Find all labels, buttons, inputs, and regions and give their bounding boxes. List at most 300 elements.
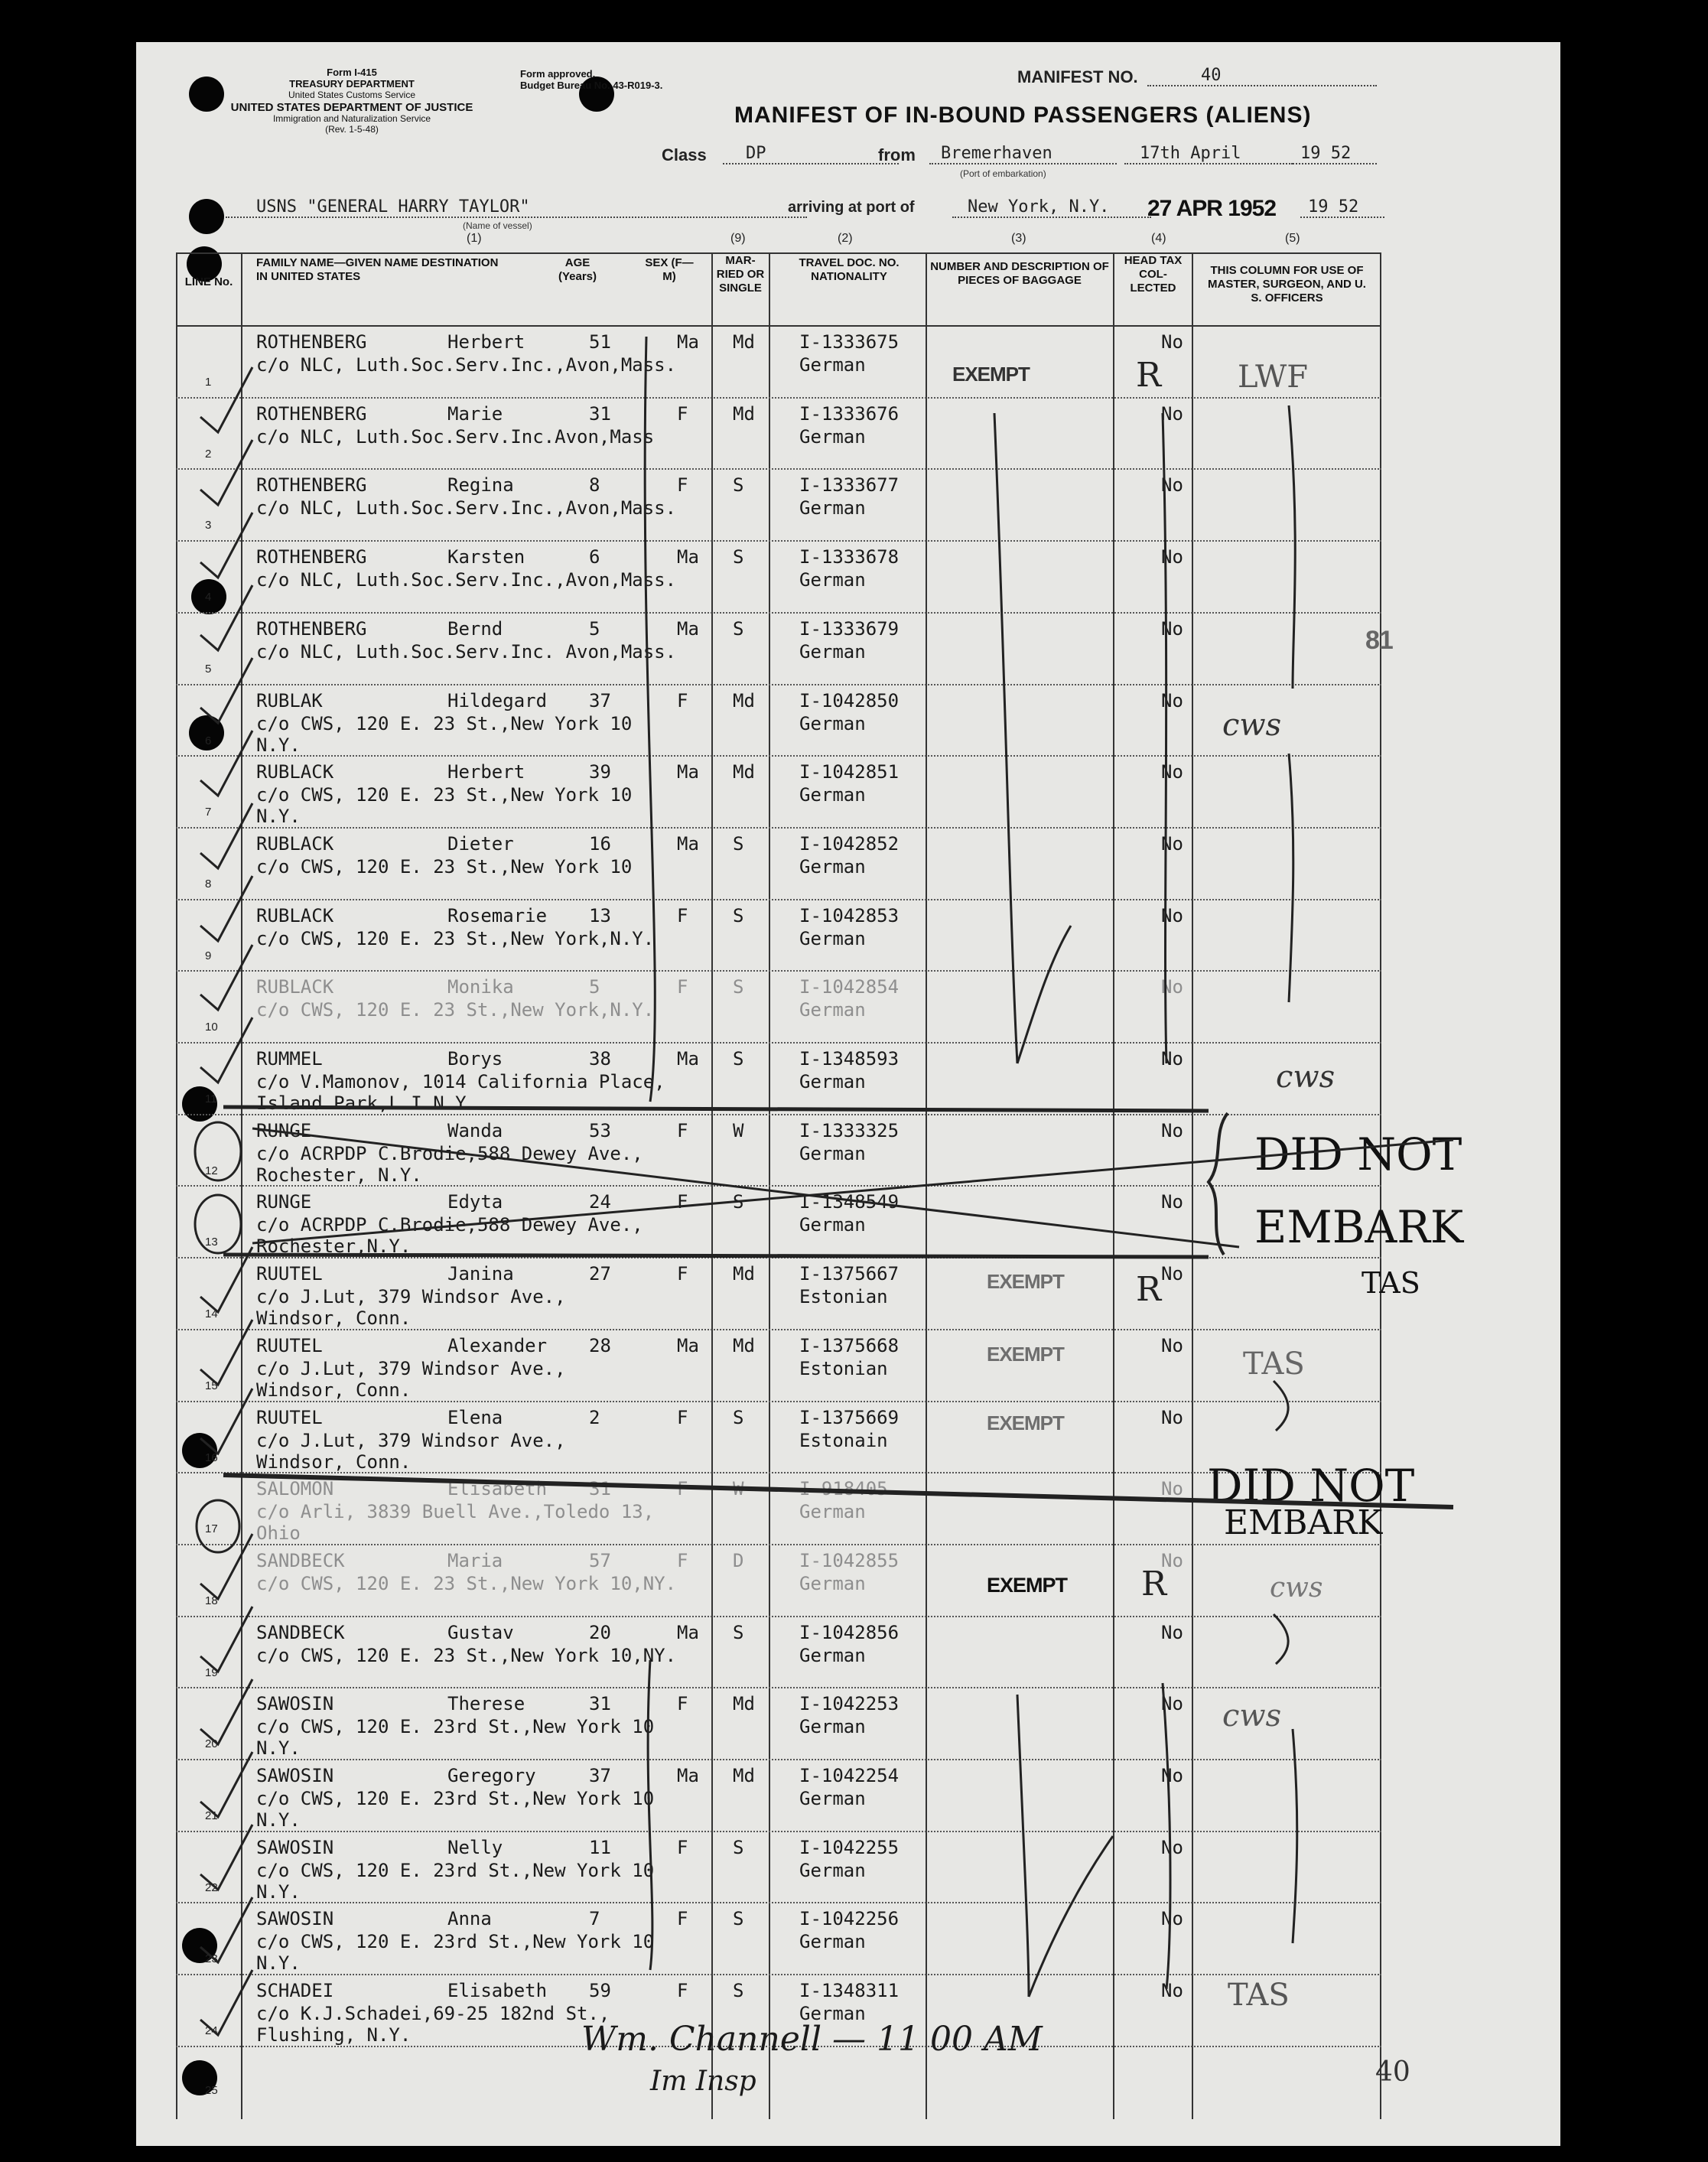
annotation-r: R bbox=[1136, 1270, 1162, 1309]
given-name: Wanda bbox=[447, 1119, 503, 1141]
line-number: 11 bbox=[205, 1092, 217, 1105]
exempt-stamp: EXEMPT bbox=[987, 1343, 1064, 1366]
line-number: 3 bbox=[205, 519, 212, 532]
travel-doc-no: I-1348593 bbox=[799, 1048, 900, 1070]
check-mark bbox=[200, 367, 252, 432]
line-number: 13 bbox=[205, 1236, 218, 1249]
given-name: Nelly bbox=[447, 1836, 503, 1858]
destination-line-1: c/o CWS, 120 E. 23 St.,New York 10 bbox=[256, 855, 633, 877]
annotation-cws: cws bbox=[1270, 1572, 1323, 1604]
header-sex: SEX (F—M) bbox=[645, 256, 694, 283]
head-tax: No bbox=[1161, 1119, 1183, 1141]
nationality: German bbox=[799, 1931, 866, 1953]
given-name: Alexander bbox=[447, 1334, 548, 1356]
squiggle bbox=[1274, 1381, 1288, 1431]
family-name: SAWOSIN bbox=[256, 1836, 334, 1858]
family-name: SAWOSIN bbox=[256, 1765, 334, 1786]
check-mark bbox=[1017, 926, 1071, 1063]
travel-doc-no: I-1042853 bbox=[799, 904, 900, 926]
given-name: Monika bbox=[447, 976, 514, 998]
head-tax: No bbox=[1161, 1549, 1183, 1571]
nationality: German bbox=[799, 497, 866, 519]
destination-line-2: Ohio bbox=[256, 1522, 301, 1545]
arriving-label: arriving at port of bbox=[788, 199, 915, 216]
header-travel-doc: TRAVEL DOC. NO. NATIONALITY bbox=[799, 256, 900, 283]
marital-status: S bbox=[733, 832, 744, 855]
nationality: German bbox=[799, 1644, 866, 1666]
destination-line-2: Rochester, N.Y. bbox=[256, 1164, 422, 1186]
given-name: Karsten bbox=[447, 546, 525, 568]
head-tax: No bbox=[1161, 1406, 1183, 1428]
marital-status: S bbox=[733, 617, 744, 640]
head-tax: No bbox=[1161, 1908, 1183, 1930]
manifest-no-label: MANIFEST NO. bbox=[1017, 67, 1138, 86]
manifest-no-value: 40 bbox=[1147, 66, 1377, 86]
travel-doc-no: I-918405 bbox=[799, 1478, 888, 1500]
check-mark bbox=[200, 1897, 252, 1962]
travel-doc-no: I-1333678 bbox=[799, 546, 900, 568]
ditto-line bbox=[648, 1660, 652, 1970]
ditto-line bbox=[645, 337, 655, 1102]
destination-line-1: c/o V.Mamonov, 1014 California Place, bbox=[256, 1071, 665, 1092]
check-mark bbox=[200, 876, 252, 941]
circle-mark bbox=[195, 1195, 241, 1253]
column-number: (2) bbox=[838, 232, 853, 245]
age: 31 bbox=[589, 1478, 611, 1500]
head-tax: No bbox=[1161, 546, 1183, 568]
given-name: Regina bbox=[447, 474, 514, 497]
given-name: Borys bbox=[447, 1048, 503, 1070]
given-name: Marie bbox=[447, 402, 503, 425]
check-mark bbox=[200, 440, 252, 505]
brace bbox=[1209, 1113, 1228, 1255]
head-tax: No bbox=[1161, 1980, 1183, 2002]
head-tax: No bbox=[1161, 331, 1183, 353]
header-line-no: LINE No. bbox=[184, 275, 233, 288]
age: 7 bbox=[589, 1908, 600, 1930]
destination-line-1: c/o CWS, 120 E. 23 St.,New York 10 bbox=[256, 712, 633, 734]
marital-status: S bbox=[733, 474, 744, 497]
head-tax: No bbox=[1161, 976, 1183, 998]
given-name: Rosemarie bbox=[447, 904, 548, 926]
line-number: 18 bbox=[205, 1594, 218, 1607]
arrival-date-stamp: 27 APR 1952 bbox=[1147, 196, 1277, 221]
check-mark bbox=[200, 658, 252, 723]
header-head-tax: HEAD TAX COL-LECTED bbox=[1124, 254, 1183, 295]
head-tax: No bbox=[1161, 1334, 1183, 1356]
age: 11 bbox=[589, 1836, 611, 1858]
form-approved: Form approved. bbox=[520, 68, 596, 80]
age: 59 bbox=[589, 1980, 611, 2002]
head-tax: No bbox=[1161, 832, 1183, 855]
exempt-stamp: EXEMPT bbox=[987, 1270, 1064, 1293]
ditto-line bbox=[1289, 754, 1293, 1002]
destination-line-1: c/o CWS, 120 E. 23rd St.,New York 10 bbox=[256, 1931, 655, 1953]
page-title: MANIFEST OF IN-BOUND PASSENGERS (ALIENS) bbox=[734, 103, 1312, 128]
destination-line-1: c/o J.Lut, 379 Windsor Ave., bbox=[256, 1429, 566, 1451]
header-age: AGE (Years) bbox=[558, 256, 597, 283]
travel-doc-no: I-1042256 bbox=[799, 1908, 900, 1930]
sex: F bbox=[677, 1406, 688, 1428]
annotation-cws: cws bbox=[1222, 708, 1282, 743]
sex: Ma bbox=[677, 1334, 699, 1356]
given-name: Edyta bbox=[447, 1191, 503, 1213]
destination-line-1: c/o K.J.Schadei,69-25 182nd St., bbox=[256, 2003, 610, 2025]
from-label: from bbox=[878, 145, 916, 164]
nationality: German bbox=[799, 640, 866, 663]
family-name: RUMMEL bbox=[256, 1048, 323, 1070]
exempt-stamp: EXEMPT bbox=[987, 1411, 1064, 1434]
head-tax: No bbox=[1161, 904, 1183, 926]
ditto-line bbox=[1163, 1683, 1170, 1989]
inspector-title: Im Insp bbox=[650, 2066, 756, 2097]
travel-doc-no: I-1333675 bbox=[799, 331, 900, 353]
travel-doc-no: I-1042254 bbox=[799, 1765, 900, 1786]
head-tax: No bbox=[1161, 474, 1183, 497]
family-name: RUUTEL bbox=[256, 1263, 323, 1285]
check-mark bbox=[200, 1970, 252, 2038]
given-name: Gustav bbox=[447, 1621, 514, 1643]
sex: Ma bbox=[677, 617, 699, 640]
cross-line bbox=[252, 1140, 1453, 1243]
ditto-line bbox=[1017, 1695, 1029, 1997]
inspector-signature: Wm. Channell — 11 00 AM bbox=[581, 2020, 1043, 2059]
travel-doc-no: I-1375667 bbox=[799, 1263, 900, 1285]
given-name: Janina bbox=[447, 1263, 514, 1285]
nationality: German bbox=[799, 354, 866, 376]
nationality: Estonian bbox=[799, 1357, 888, 1379]
column-number: (9) bbox=[730, 232, 746, 245]
annotation-did-not: DID NOT bbox=[1254, 1128, 1462, 1180]
check-mark bbox=[200, 1825, 252, 1890]
page-total: 40 bbox=[1375, 2056, 1410, 2088]
vessel-name: USNS "GENERAL HARRY TAYLOR" bbox=[226, 197, 807, 218]
check-mark bbox=[200, 1320, 252, 1385]
family-name: ROTHENBERG bbox=[256, 617, 367, 640]
age: 37 bbox=[589, 689, 611, 711]
family-name: RUNGE bbox=[256, 1191, 312, 1213]
marital-status: D bbox=[733, 1549, 744, 1571]
given-name: Herbert bbox=[447, 761, 525, 783]
marital-status: S bbox=[733, 1048, 744, 1070]
form-revision: (Rev. 1-5-48) bbox=[325, 123, 379, 135]
destination-line-2: N.Y. bbox=[256, 806, 301, 828]
destination-line-1: c/o NLC, Luth.Soc.Serv.Inc. Avon,Mass. bbox=[256, 640, 677, 663]
sex: F bbox=[677, 1908, 688, 1930]
ditto-line bbox=[1163, 413, 1166, 1063]
line-number: 15 bbox=[205, 1379, 218, 1392]
destination-line-2: Island Park,L.I.N.Y. bbox=[256, 1092, 477, 1114]
head-tax: No bbox=[1161, 617, 1183, 640]
line-number: 24 bbox=[205, 2024, 218, 2038]
travel-doc-no: I-1042253 bbox=[799, 1693, 900, 1715]
head-tax: No bbox=[1161, 1048, 1183, 1070]
squiggle bbox=[1274, 1614, 1288, 1664]
sex: Ma bbox=[677, 1048, 699, 1070]
travel-doc-no: I-1348549 bbox=[799, 1191, 900, 1213]
given-name: Bernd bbox=[447, 617, 503, 640]
column-number: (3) bbox=[1011, 232, 1026, 245]
destination-line-2: N.Y. bbox=[256, 1952, 301, 1975]
marital-status: W bbox=[733, 1119, 744, 1141]
family-name: ROTHENBERG bbox=[256, 402, 367, 425]
age: 27 bbox=[589, 1263, 611, 1285]
nationality: German bbox=[799, 1859, 866, 1881]
marital-status: Md bbox=[733, 1334, 755, 1356]
sex: F bbox=[677, 1119, 688, 1141]
arrival-year: 19 52 bbox=[1300, 197, 1384, 218]
travel-doc-no: I-1333325 bbox=[799, 1119, 900, 1141]
age: 57 bbox=[589, 1549, 611, 1571]
departure-year: 19 52 bbox=[1293, 144, 1377, 164]
check-mark bbox=[200, 513, 252, 578]
marital-status: Md bbox=[733, 331, 755, 353]
nationality: German bbox=[799, 1501, 866, 1523]
sex: F bbox=[677, 474, 688, 497]
check-mark bbox=[200, 945, 252, 1010]
destination-line-2: Windsor, Conn. bbox=[256, 1451, 412, 1473]
nationality: German bbox=[799, 425, 866, 448]
line-number: 8 bbox=[205, 877, 212, 891]
destination-line-1: c/o CWS, 120 E. 23rd St.,New York 10 bbox=[256, 1716, 655, 1738]
strike-line-row-17 bbox=[223, 1475, 1453, 1507]
line-number: 20 bbox=[205, 1737, 218, 1751]
marital-status: Md bbox=[733, 1765, 755, 1786]
sex: F bbox=[677, 1549, 688, 1571]
sex: Ma bbox=[677, 331, 699, 353]
marital-status: S bbox=[733, 1980, 744, 2002]
family-name: SAWOSIN bbox=[256, 1908, 334, 1930]
head-tax: No bbox=[1161, 1836, 1183, 1858]
header-name: FAMILY NAME—GIVEN NAME DESTINATION IN UNITED STATES bbox=[256, 256, 499, 283]
destination-line-1: c/o CWS, 120 E. 23 St.,New York 10 bbox=[256, 784, 633, 806]
check-mark bbox=[200, 1018, 252, 1083]
line-number: 25 bbox=[205, 2083, 218, 2097]
nationality: German bbox=[799, 1716, 866, 1738]
given-name: Maria bbox=[447, 1549, 503, 1571]
treasury-department: TREASURY DEPARTMENT bbox=[289, 77, 415, 90]
nationality: German bbox=[799, 712, 866, 734]
age: 5 bbox=[589, 976, 600, 998]
form-number: Form I-415 bbox=[327, 67, 377, 78]
age: 39 bbox=[589, 761, 611, 783]
ditto-line bbox=[994, 413, 1017, 1063]
header-married: MAR-RIED OR SINGLE bbox=[716, 254, 765, 295]
line-number: 19 bbox=[205, 1665, 218, 1679]
marital-status: S bbox=[733, 546, 744, 568]
nationality: German bbox=[799, 1788, 866, 1809]
destination-line-1: c/o CWS, 120 E. 23rd St.,New York 10 bbox=[256, 1788, 655, 1809]
check-mark bbox=[1029, 1836, 1113, 1997]
age: 2 bbox=[589, 1406, 600, 1428]
travel-doc-no: I-1333677 bbox=[799, 474, 900, 497]
sex: Ma bbox=[677, 1765, 699, 1786]
annotation-cws: cws bbox=[1276, 1060, 1335, 1095]
sex: Ma bbox=[677, 832, 699, 855]
destination-line-1: c/o ACRPDP C.Brodie,588 Dewey Ave., bbox=[256, 1214, 643, 1236]
marital-status: Md bbox=[733, 402, 755, 425]
age: 5 bbox=[589, 617, 600, 640]
family-name: ROTHENBERG bbox=[256, 474, 367, 497]
annotation-cws: cws bbox=[1222, 1698, 1282, 1734]
line-number: 4 bbox=[205, 591, 212, 604]
cross-line bbox=[252, 1128, 1239, 1247]
family-name: RUBLACK bbox=[256, 761, 334, 783]
head-tax: No bbox=[1161, 1693, 1183, 1715]
age: 28 bbox=[589, 1334, 611, 1356]
given-name: Therese bbox=[447, 1693, 525, 1715]
check-mark bbox=[200, 1389, 252, 1454]
destination-line-2: N.Y. bbox=[256, 1880, 301, 1903]
nationality: German bbox=[799, 2003, 866, 2025]
nationality: German bbox=[799, 1214, 866, 1236]
age: 24 bbox=[589, 1191, 611, 1213]
age: 8 bbox=[589, 474, 600, 497]
destination-line-1: c/o CWS, 120 E. 23rd St.,New York 10 bbox=[256, 1859, 655, 1881]
line-number: 12 bbox=[205, 1164, 218, 1177]
head-tax: No bbox=[1161, 761, 1183, 783]
ditto-line bbox=[1293, 1729, 1297, 1943]
given-name: Elisabeth bbox=[447, 1478, 548, 1500]
head-tax: No bbox=[1161, 689, 1183, 711]
immigration-service: Immigration and Naturalization Service bbox=[272, 112, 431, 124]
line-number: 9 bbox=[205, 949, 212, 962]
circle-mark bbox=[195, 1122, 241, 1180]
marital-status: Md bbox=[733, 1263, 755, 1285]
check-mark bbox=[200, 803, 252, 868]
sex: F bbox=[677, 1980, 688, 2002]
marital-status: S bbox=[733, 1621, 744, 1643]
header-baggage: NUMBER AND DESCRIPTION OF PIECES OF BAGGAGE bbox=[930, 260, 1109, 287]
nationality: German bbox=[799, 784, 866, 806]
marital-status: S bbox=[733, 976, 744, 998]
sex: F bbox=[677, 402, 688, 425]
sex: F bbox=[677, 1263, 688, 1285]
circle-mark bbox=[197, 1500, 239, 1552]
strike-line-row-13 bbox=[223, 1255, 1209, 1257]
family-name: RUBLACK bbox=[256, 904, 334, 926]
marital-status: W bbox=[733, 1478, 744, 1500]
annotation-embark: EMBARK bbox=[1224, 1503, 1383, 1542]
sex: F bbox=[677, 1693, 688, 1715]
nationality: German bbox=[799, 999, 866, 1021]
destination-line-1: c/o CWS, 120 E. 23 St.,New York,N.Y. bbox=[256, 999, 655, 1021]
marital-status: S bbox=[733, 1836, 744, 1858]
family-name: SAWOSIN bbox=[256, 1693, 334, 1715]
family-name: RUBLACK bbox=[256, 976, 334, 998]
travel-doc-no: I-1042851 bbox=[799, 761, 900, 783]
destination-line-1: c/o J.Lut, 379 Windsor Ave., bbox=[256, 1286, 566, 1308]
exempt-stamp: EXEMPT bbox=[952, 363, 1030, 386]
head-tax: No bbox=[1161, 1478, 1183, 1500]
given-name: Elisabeth bbox=[447, 1980, 548, 2002]
travel-doc-no: I-1042255 bbox=[799, 1836, 900, 1858]
family-name: SCHADEI bbox=[256, 1980, 334, 2002]
line-number: 22 bbox=[205, 1880, 218, 1894]
travel-doc-no: I-1333676 bbox=[799, 402, 900, 425]
vessel-note: (Name of vessel) bbox=[463, 220, 532, 231]
class-label: Class bbox=[662, 145, 707, 164]
family-name: SALOMON bbox=[256, 1478, 334, 1500]
check-mark bbox=[200, 585, 252, 650]
header-officers: THIS COLUMN FOR USE OF MASTER, SURGEON, AND U. S. OFFICERS bbox=[1208, 264, 1366, 304]
destination-line-2: N.Y. bbox=[256, 1737, 301, 1760]
line-number: 6 bbox=[205, 734, 212, 747]
nationality: German bbox=[799, 1071, 866, 1092]
age: 6 bbox=[589, 546, 600, 568]
annotation-lwf: LWF bbox=[1238, 360, 1308, 395]
column-number: (5) bbox=[1285, 232, 1300, 245]
marital-status: S bbox=[733, 1908, 744, 1930]
ditto-line bbox=[1289, 405, 1295, 689]
marital-status: S bbox=[733, 1191, 744, 1213]
age: 53 bbox=[589, 1119, 611, 1141]
destination-line-2: N.Y. bbox=[256, 1809, 301, 1831]
annotation-embark: EMBARK bbox=[1254, 1201, 1464, 1253]
head-tax: No bbox=[1161, 1765, 1183, 1786]
travel-doc-no: I-1042854 bbox=[799, 976, 900, 998]
destination-line-1: c/o CWS, 120 E. 23 St.,New York 10,NY. bbox=[256, 1572, 677, 1594]
family-name: RUNGE bbox=[256, 1119, 312, 1141]
family-name: ROTHENBERG bbox=[256, 546, 367, 568]
nationality: Estonian bbox=[799, 1286, 888, 1308]
nationality: German bbox=[799, 855, 866, 877]
line-number: 21 bbox=[205, 1809, 218, 1822]
sex: F bbox=[677, 689, 688, 711]
age: 13 bbox=[589, 904, 611, 926]
sex: F bbox=[677, 1478, 688, 1500]
check-mark bbox=[200, 1752, 252, 1817]
check-mark bbox=[200, 1534, 252, 1599]
line-number: 1 bbox=[205, 376, 212, 389]
departure-date: 17th April bbox=[1124, 144, 1293, 164]
nationality: Estonain bbox=[799, 1429, 888, 1451]
travel-doc-no: I-1042856 bbox=[799, 1621, 900, 1643]
given-name: Hildegard bbox=[447, 689, 548, 711]
destination-line-2: N.Y. bbox=[256, 734, 301, 756]
marital-status: S bbox=[733, 904, 744, 926]
family-name: SANDBECK bbox=[256, 1621, 345, 1643]
sex: F bbox=[677, 1191, 688, 1213]
age: 16 bbox=[589, 832, 611, 855]
line-number: 5 bbox=[205, 662, 212, 676]
travel-doc-no: I-1333679 bbox=[799, 617, 900, 640]
page-number-stamp: 81 bbox=[1365, 626, 1393, 655]
family-name: RUUTEL bbox=[256, 1406, 323, 1428]
family-name: RUBLAK bbox=[256, 689, 323, 711]
given-name: Dieter bbox=[447, 832, 514, 855]
line-number: 10 bbox=[205, 1021, 218, 1034]
annotation-did-not: DID NOT bbox=[1207, 1460, 1415, 1512]
travel-doc-no: I-1042855 bbox=[799, 1549, 900, 1571]
port-note: (Port of embarkation) bbox=[960, 168, 1046, 179]
marital-status: Md bbox=[733, 1693, 755, 1715]
annotation-tas: TAS bbox=[1362, 1266, 1420, 1300]
line-number: 23 bbox=[205, 1952, 218, 1966]
destination-line-2: Windsor, Conn. bbox=[256, 1307, 412, 1330]
sex: F bbox=[677, 1836, 688, 1858]
travel-doc-no: I-1375669 bbox=[799, 1406, 900, 1428]
line-number: 7 bbox=[205, 806, 212, 819]
line-number: 17 bbox=[205, 1522, 218, 1536]
destination-line-2: Windsor, Conn. bbox=[256, 1379, 412, 1401]
budget-bureau: Budget Bureau No. 43-R019-3. bbox=[520, 79, 663, 91]
check-mark bbox=[200, 1679, 252, 1744]
destination-line-1: c/o NLC, Luth.Soc.Serv.Inc.Avon,Mass bbox=[256, 425, 655, 448]
destination-line-1: c/o NLC, Luth.Soc.Serv.Inc.,Avon,Mass. bbox=[256, 497, 677, 519]
family-name: SANDBECK bbox=[256, 1549, 345, 1571]
travel-doc-no: I-1348311 bbox=[799, 1980, 900, 2002]
